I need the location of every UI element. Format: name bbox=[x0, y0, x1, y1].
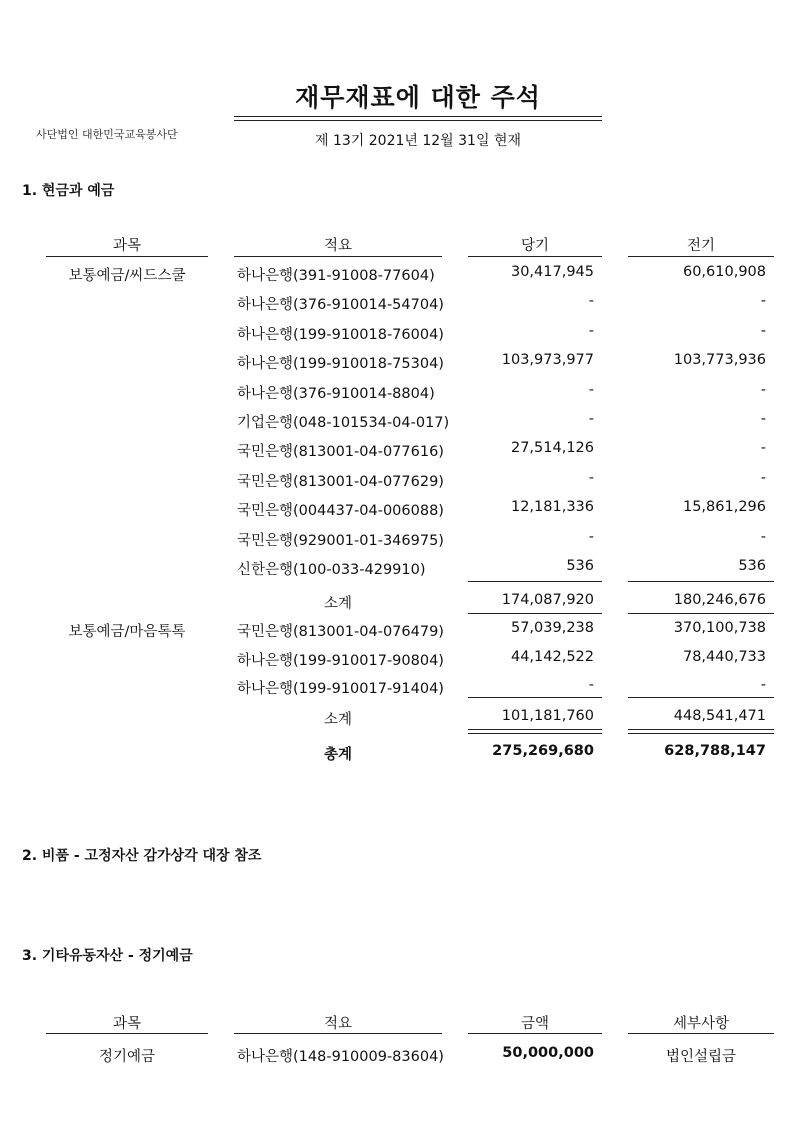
header-details: 세부사항 bbox=[672, 1016, 730, 1032]
subtotal-rule bbox=[468, 581, 602, 582]
total-prior: 628,788,147 bbox=[664, 743, 766, 759]
subtotal-bottom-rule bbox=[628, 613, 774, 614]
subtotal-label: 소계 bbox=[323, 596, 352, 612]
report-date: 제 13기 2021년 12월 31일 현재 bbox=[315, 133, 521, 149]
row-current-amount: - bbox=[588, 411, 594, 427]
header-description: 적요 bbox=[323, 1016, 352, 1032]
row-description: 하나은행(199-910018-76004) bbox=[237, 326, 444, 343]
row-current-amount: - bbox=[588, 469, 594, 486]
row-prior-amount: - bbox=[760, 381, 766, 398]
row-description: 국민은행(929001-01-346975) bbox=[237, 532, 444, 549]
row-prior-amount: - bbox=[760, 440, 766, 457]
subtotal-label: 소계 bbox=[323, 712, 352, 728]
row-current-amount: - bbox=[588, 528, 594, 545]
header-prior-period: 전기 bbox=[686, 238, 715, 254]
header-rule bbox=[628, 1033, 774, 1034]
header-rule bbox=[468, 1033, 602, 1034]
row-description: 국민은행(813001-04-077616) bbox=[237, 444, 444, 461]
section-2-heading: 2. 비품 - 고정자산 감가상각 대장 참조 bbox=[22, 848, 262, 864]
subtotal-bottom-rule bbox=[468, 613, 602, 614]
header-description: 적요 bbox=[323, 238, 352, 254]
subtotal-prior: 448,541,471 bbox=[673, 708, 766, 724]
title-underline-double bbox=[234, 120, 602, 121]
row-current-amount: - bbox=[588, 381, 594, 398]
row-current-amount: 57,039,238 bbox=[510, 620, 594, 636]
row-prior-amount: 103,773,936 bbox=[673, 352, 766, 369]
deposit-description: 하나은행(148-910009-83604) bbox=[237, 1049, 444, 1065]
header-rule bbox=[628, 256, 774, 257]
row-prior-amount: - bbox=[760, 469, 766, 486]
row-prior-amount: 15,861,296 bbox=[682, 499, 766, 516]
header-current-period: 당기 bbox=[520, 238, 549, 254]
header-rule bbox=[46, 256, 208, 257]
deposit-account: 정기예금 bbox=[98, 1049, 156, 1065]
row-description: 하나은행(199-910018-75304) bbox=[237, 356, 444, 373]
row-prior-amount: - bbox=[760, 322, 766, 339]
total-label: 총계 bbox=[323, 747, 352, 763]
row-prior-amount: 370,100,738 bbox=[673, 620, 766, 636]
total-double-rule bbox=[468, 729, 602, 734]
subtotal-rule bbox=[628, 581, 774, 582]
subtotal-rule bbox=[628, 697, 774, 698]
row-current-amount: - bbox=[588, 293, 594, 310]
organization-name: 사단법인 대한민국교육봉사단 bbox=[36, 128, 178, 141]
header-amount: 금액 bbox=[520, 1016, 549, 1032]
row-description: 하나은행(391-91008-77604) bbox=[237, 268, 435, 284]
total-double-rule bbox=[628, 729, 774, 734]
row-prior-amount: - bbox=[760, 677, 766, 693]
row-prior-amount: 60,610,908 bbox=[682, 264, 766, 280]
subtotal-current: 101,181,760 bbox=[501, 708, 594, 724]
row-description: 신한은행(100-033-429910) bbox=[237, 562, 426, 578]
header-rule bbox=[46, 1033, 208, 1034]
header-account: 과목 bbox=[112, 1016, 141, 1032]
row-description: 하나은행(376-910014-54704) bbox=[237, 297, 444, 314]
row-current-amount: 44,142,522 bbox=[510, 648, 594, 665]
row-description: 하나은행(376-910014-8804) bbox=[237, 385, 435, 402]
row-prior-amount: - bbox=[760, 528, 766, 545]
row-prior-amount: 536 bbox=[738, 558, 766, 574]
total-current: 275,269,680 bbox=[492, 743, 594, 759]
deposit-detail: 법인설립금 bbox=[665, 1049, 737, 1065]
account-name: 보통예금/마음톡톡 bbox=[68, 624, 186, 640]
row-prior-amount: - bbox=[760, 411, 766, 427]
subtotal-rule bbox=[468, 697, 602, 698]
section-3-heading: 3. 기타유동자산 - 정기예금 bbox=[22, 948, 193, 964]
header-rule bbox=[468, 256, 602, 257]
header-rule bbox=[234, 1033, 442, 1034]
row-prior-amount: - bbox=[760, 293, 766, 310]
subtotal-current: 174,087,920 bbox=[501, 592, 594, 608]
subtotal-prior: 180,246,676 bbox=[673, 592, 766, 608]
header-account: 과목 bbox=[112, 238, 141, 254]
document-title: 재무재표에 대한 주석 bbox=[295, 83, 541, 112]
section-1-heading: 1. 현금과 예금 bbox=[22, 183, 115, 199]
row-description: 기업은행(048-101534-04-017) bbox=[237, 415, 450, 431]
row-current-amount: 27,514,126 bbox=[510, 440, 594, 457]
row-current-amount: 536 bbox=[566, 558, 594, 574]
row-current-amount: - bbox=[588, 677, 594, 693]
title-underline bbox=[234, 116, 602, 117]
row-description: 국민은행(813001-04-076479) bbox=[237, 624, 444, 640]
row-description: 국민은행(004437-04-006088) bbox=[237, 503, 444, 520]
row-current-amount: - bbox=[588, 322, 594, 339]
row-current-amount: 103,973,977 bbox=[501, 352, 594, 369]
account-name: 보통예금/씨드스쿨 bbox=[68, 268, 186, 284]
row-current-amount: 12,181,336 bbox=[510, 499, 594, 516]
header-rule bbox=[234, 256, 442, 257]
row-description: 하나은행(199-910017-91404) bbox=[237, 681, 444, 697]
deposit-amount: 50,000,000 bbox=[502, 1045, 594, 1061]
row-description: 하나은행(199-910017-90804) bbox=[237, 652, 444, 669]
row-current-amount: 30,417,945 bbox=[510, 264, 594, 280]
row-prior-amount: 78,440,733 bbox=[682, 648, 766, 665]
row-description: 국민은행(813001-04-077629) bbox=[237, 473, 444, 490]
